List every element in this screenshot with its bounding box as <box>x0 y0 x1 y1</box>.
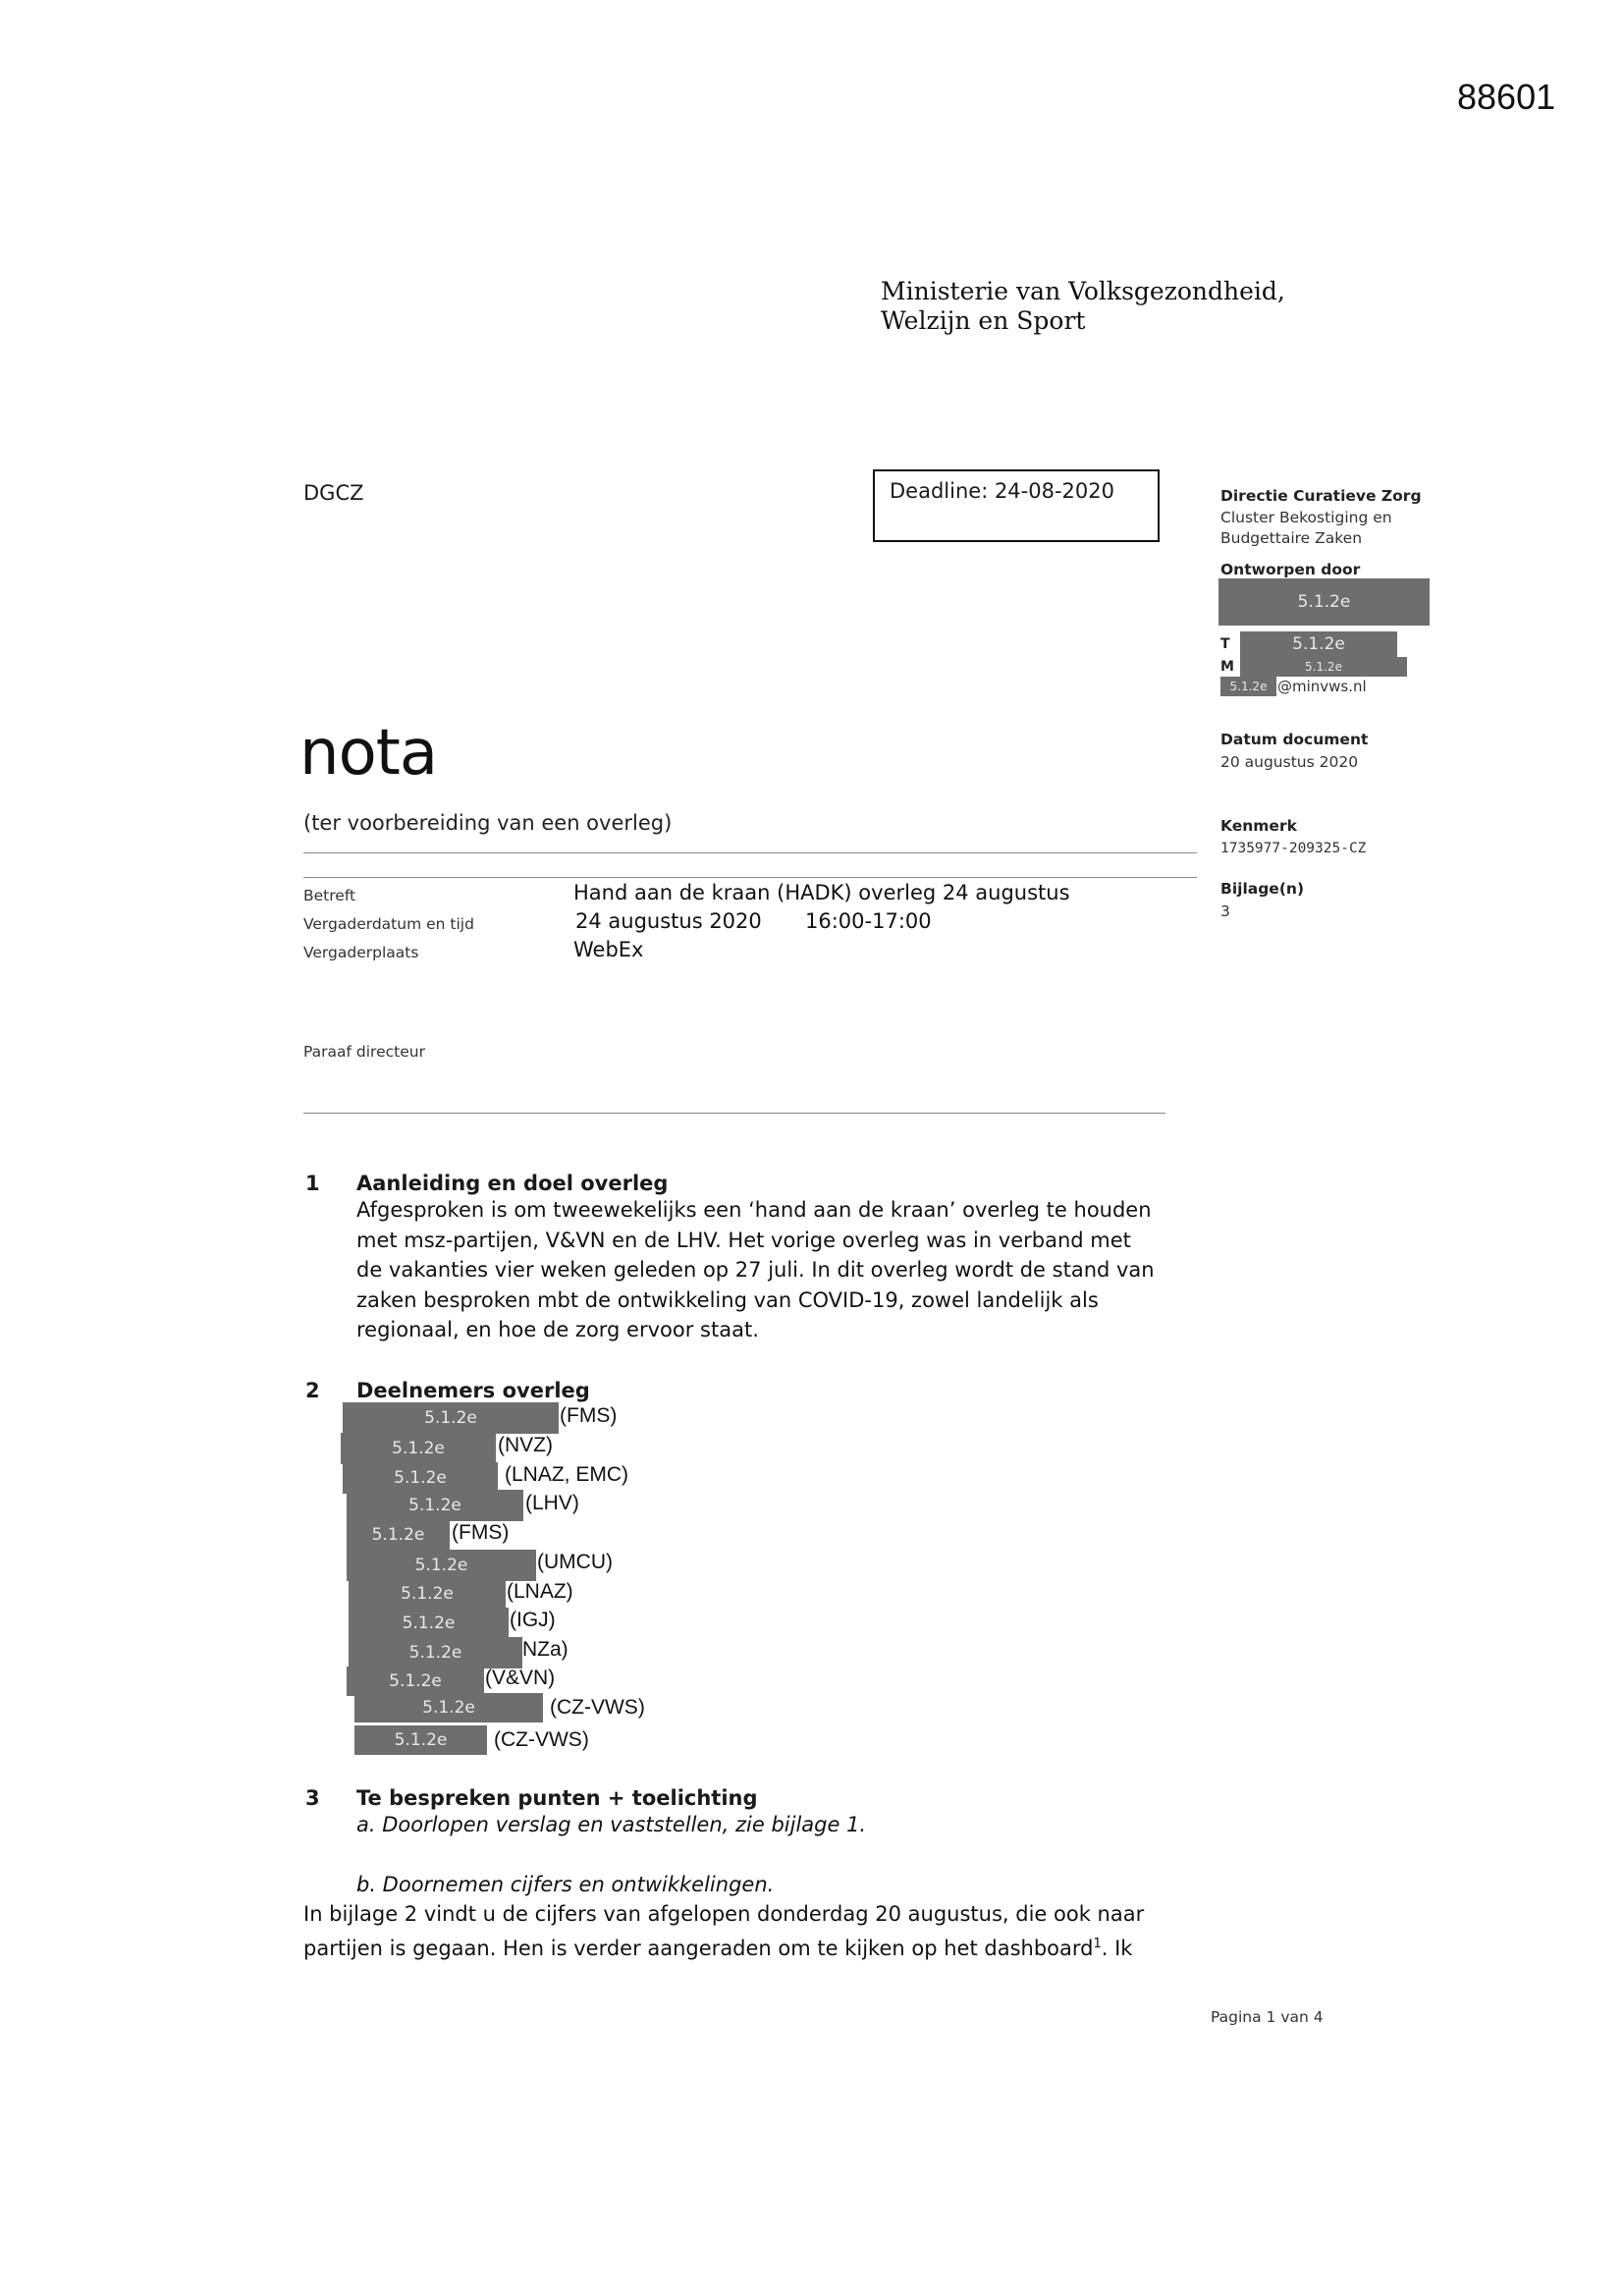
section-3-paragraph <box>303 1899 1144 1963</box>
redaction-tel: 5.1.2e <box>1240 631 1397 657</box>
section-1-line: regionaal, en hoe de zorg ervoor staat. <box>356 1318 759 1341</box>
participant-org: (FMS) <box>560 1404 618 1427</box>
section-3-item-b: b. Doornemen cijfers en ontwikkelingen. <box>356 1873 775 1896</box>
meeting-date: 24 augustus 2020 <box>575 909 762 933</box>
sidebar-attachments-value: 3 <box>1220 902 1230 920</box>
section-1-line: met msz-partijen, V&VN en de LHV. Het vorige overleg was in verband met <box>356 1228 1131 1252</box>
place-value: WebEx <box>573 938 644 961</box>
sidebar-cluster-2: Budgettaire Zaken <box>1220 529 1363 547</box>
section-3-para-line-2 <box>303 1930 1144 1964</box>
section-1-line: zaken besproken mbt de ontwikkeling van COVID-19, zowel landelijk als <box>356 1287 1099 1312</box>
redaction-participant: 5.1.2e <box>347 1550 536 1581</box>
sidebar-date-value: 20 augustus 2020 <box>1220 753 1359 771</box>
participant-org: (FMS) <box>452 1521 510 1544</box>
redaction-participant: 5.1.2e <box>347 1667 484 1696</box>
datetime-label: Vergaderdatum en tijd <box>303 915 474 933</box>
redaction-participant: 5.1.2e <box>349 1637 522 1668</box>
section-3-para-line-2-text: partijen is gegaan. Hen is verder aangeraden om te kijken op het dashboard <box>303 1936 1094 1960</box>
participant-org: (UMCU) <box>537 1551 613 1573</box>
section-1-heading: Aanleiding en doel overleg <box>356 1172 669 1195</box>
section-2-heading: Deelnemers overleg <box>356 1379 590 1402</box>
document-number: 88601 <box>1457 77 1556 117</box>
participant-org: (NVZ) <box>498 1434 553 1456</box>
document-subtitle: (ter voorbereiding van een overleg) <box>303 811 673 835</box>
section-2-number: 2 <box>305 1379 320 1402</box>
section-3-number: 3 <box>305 1786 320 1810</box>
sidebar-attachments-label: Bijlage(n) <box>1220 880 1305 898</box>
sidebar-reference-value: 1735977-209325-CZ <box>1220 841 1367 856</box>
redaction-email: 5.1.2e <box>1220 677 1276 696</box>
subject-value: Hand aan de kraan (HADK) overleg 24 augustus <box>573 881 1070 904</box>
redaction-author: 5.1.2e <box>1218 578 1430 626</box>
sidebar-cluster-1: Cluster Bekostiging en <box>1220 509 1392 526</box>
section-1-line: Afgesproken is om tweewekelijks een ‘hand aan de kraan’ overleg te houden <box>356 1198 1152 1222</box>
title-rule <box>303 852 1197 853</box>
participant-org: (LNAZ) <box>507 1580 573 1603</box>
ministry-line-1: Ministerie van Volksgezondheid, <box>881 277 1285 305</box>
ministry-line-2: Welzijn en Sport <box>881 306 1086 335</box>
redaction-participant: 5.1.2e <box>347 1519 450 1551</box>
redaction-participant: 5.1.2e <box>341 1433 496 1464</box>
section-3-heading: Te bespreken punten + toelichting <box>356 1786 758 1810</box>
participant-org: (V&VN) <box>485 1667 556 1689</box>
section-1-body <box>356 1195 1155 1345</box>
sidebar-designed-by-label: Ontworpen door <box>1220 561 1361 578</box>
participant-org: (CZ-VWS) <box>550 1696 645 1719</box>
section-3-para-line-1: In bijlage 2 vindt u de cijfers van afgelopen donderdag 20 augustus, die ook naar <box>303 1902 1145 1926</box>
sidebar-date-label: Datum document <box>1220 731 1369 748</box>
redaction-mobile: 5.1.2e <box>1240 657 1407 677</box>
sidebar-directorate: Directie Curatieve Zorg <box>1220 487 1422 505</box>
organisation: DGCZ <box>303 481 364 505</box>
sidebar-tel-label: T <box>1220 636 1230 652</box>
sidebar-reference-label: Kenmerk <box>1220 817 1297 835</box>
redaction-participant: 5.1.2e <box>354 1725 487 1755</box>
participant-org: (CZ-VWS) <box>494 1728 589 1751</box>
redaction-participant: 5.1.2e <box>343 1402 559 1434</box>
participant-org: (LHV) <box>525 1492 579 1514</box>
redaction-participant: 5.1.2e <box>343 1462 498 1494</box>
initial-label: Paraaf directeur <box>303 1043 425 1061</box>
meeting-time: 16:00-17:00 <box>805 909 932 933</box>
redaction-participant: 5.1.2e <box>347 1490 523 1521</box>
section-3-item-a: a. Doorlopen verslag en vaststellen, zie bijlage 1. <box>356 1813 867 1836</box>
page-number: Pagina 1 van 4 <box>1211 2008 1324 2026</box>
initial-rule <box>303 1113 1165 1114</box>
meta-top-rule <box>303 877 1197 878</box>
place-label: Vergaderplaats <box>303 944 419 961</box>
participant-org: (LNAZ, EMC) <box>505 1463 628 1486</box>
document-title: nota <box>299 717 438 790</box>
redaction-participant: 5.1.2e <box>349 1578 506 1610</box>
sidebar-mobile-label: M <box>1220 659 1234 675</box>
deadline-text: Deadline: 24-08-2020 <box>890 479 1114 503</box>
redaction-participant: 5.1.2e <box>354 1693 543 1722</box>
section-1-number: 1 <box>305 1172 320 1195</box>
redaction-participant: 5.1.2e <box>349 1608 509 1639</box>
section-1-line: de vakanties vier weken geleden op 27 juli. In dit overleg wordt de stand van <box>356 1258 1155 1282</box>
ministry-name <box>881 277 1285 336</box>
participant-org: NZa) <box>522 1638 568 1661</box>
section-3-para-line-2-end: . Ik <box>1101 1936 1133 1960</box>
sidebar-email-suffix: @minvws.nl <box>1277 678 1367 695</box>
participant-org: (IGJ) <box>510 1609 556 1631</box>
subject-label: Betreft <box>303 887 356 904</box>
footnote-reference: 1 <box>1093 1936 1102 1951</box>
